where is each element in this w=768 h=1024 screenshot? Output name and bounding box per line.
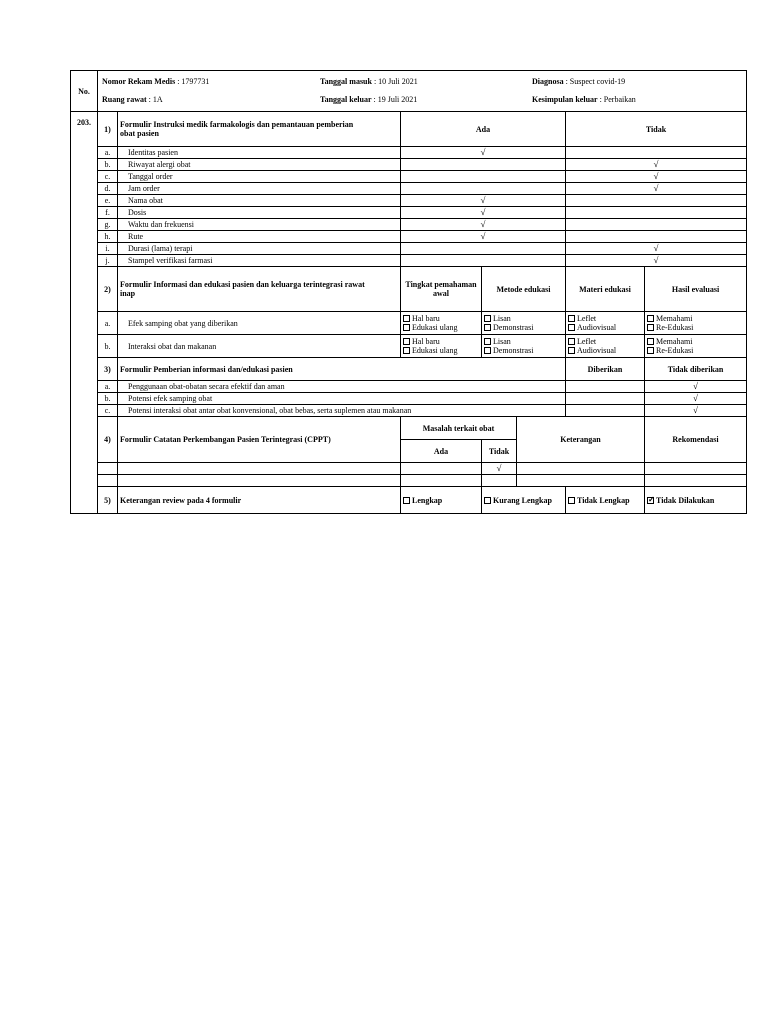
tingkat-options: Hal baru Edukasi ulang [401, 335, 482, 358]
tingkat-options: Hal baru Edukasi ulang [401, 312, 482, 335]
checkbox[interactable] [403, 324, 410, 331]
s3-row-c: c. Potensi interaksi obat antar obat konvensional, obat bebas, serta suplemen atau makanan √ [71, 405, 747, 417]
s1-ada-cell: √ [401, 195, 566, 207]
s1-row-j: j. Stampel verifikasi farmasi √ [71, 255, 747, 267]
section5-row [71, 487, 747, 514]
col-tidak-diberikan: Tidak diberikan [645, 358, 747, 381]
hasil-options: Memahami Re-Edukasi [645, 312, 747, 335]
checkbox[interactable] [647, 347, 654, 354]
checked-checkbox[interactable] [647, 497, 654, 504]
checkbox[interactable] [403, 347, 410, 354]
opt-tidak-dilakukan[interactable]: ✓ Tidak Dilakukan [645, 487, 747, 514]
checkbox[interactable] [484, 347, 491, 354]
s1-tidak-cell [566, 195, 747, 207]
metode-options: Lisan Demonstrasi [482, 335, 566, 358]
checkbox[interactable] [484, 315, 491, 322]
s3-row-b: b. Potensi efek samping obat √ [71, 393, 747, 405]
s1-tidak-cell: √ [566, 159, 747, 171]
s1-tidak-cell [566, 147, 747, 159]
col-masalah: Masalah terkait obat [401, 417, 517, 440]
s4-row-2 [71, 475, 747, 487]
s3-row-a: a. Penggunaan obat-obatan secara efektif dan aman √ [71, 381, 747, 393]
section3-header [71, 358, 747, 381]
checkbox[interactable] [484, 497, 491, 504]
s1-row-g: g. Waktu dan frekuensi √ [71, 219, 747, 231]
s1-ada-cell [401, 255, 566, 267]
checkbox[interactable] [403, 497, 410, 504]
s1-tidak-cell [566, 231, 747, 243]
s1-row-e: e. Nama obat √ [71, 195, 747, 207]
section3-title: Formulir Pemberian informasi dan/edukasi pasien [118, 358, 566, 381]
s1-ada-cell [401, 159, 566, 171]
s1-ada-cell: √ [401, 219, 566, 231]
checkbox[interactable] [647, 315, 654, 322]
opt-lengkap[interactable]: Lengkap [401, 487, 482, 514]
nrm-value: : 1797731 [175, 77, 210, 86]
s1-tidak-cell: √ [566, 243, 747, 255]
s1-row-d: d. Jam order √ [71, 183, 747, 195]
opt-tidak-lengkap[interactable]: Tidak Lengkap [566, 487, 645, 514]
materi-options: Leflet Audiovisual [566, 335, 645, 358]
checkbox[interactable] [647, 338, 654, 345]
s1-row-c: c. Tanggal order √ [71, 171, 747, 183]
diagnosa-label: Diagnosa [532, 77, 564, 86]
s1-ada-cell: √ [401, 231, 566, 243]
s1-row-i: i. Durasi (lama) terapi √ [71, 243, 747, 255]
s1-ada-cell: √ [401, 147, 566, 159]
metode-options: Lisan Demonstrasi [482, 312, 566, 335]
col-hasil: Hasil evaluasi [645, 267, 747, 312]
checkbox[interactable] [647, 324, 654, 331]
kesimpulan-value: : Perbaikan [597, 95, 636, 104]
s1-row-b: b. Riwayat alergi obat √ [71, 159, 747, 171]
section4-header [71, 417, 747, 440]
checkbox[interactable] [568, 315, 575, 322]
s2-row-a: a. Efek samping obat yang diberikan Hal baru Edukasi ulang Lisan Demonstrasi Leflet Audiovisual Memahami Re-Edukasi [71, 312, 747, 335]
tgl-masuk-value: : 10 Juli 2021 [371, 77, 418, 86]
section3-num: 3) [98, 358, 118, 381]
tgl-masuk-label: Tanggal masuk [320, 77, 372, 86]
checkbox[interactable] [568, 497, 575, 504]
ruang-value: : 1A [146, 95, 163, 104]
s1-row-f: f. Dosis √ [71, 207, 747, 219]
section1-title: Formulir Instruksi medik farmakologis dan pemantauan pemberian obat pasien [118, 112, 401, 147]
checkbox[interactable] [403, 315, 410, 322]
s1-row-a: a. Identitas pasien √ [71, 147, 747, 159]
s1-tidak-cell: √ [566, 183, 747, 195]
diagnosa-value: : Suspect covid-19 [563, 77, 626, 86]
s4-tidak-cell: √ [482, 463, 517, 475]
s2-row-b: b. Interaksi obat dan makanan Hal baru Edukasi ulang Lisan Demonstrasi Leflet Audiovisual Memahami Re-Edukasi [71, 335, 747, 358]
col-tidak: Tidak [482, 440, 517, 463]
col-metode: Metode edukasi [482, 267, 566, 312]
section5-title: Keterangan review pada 4 formulir [118, 487, 401, 514]
checkbox[interactable] [484, 338, 491, 345]
tgl-keluar-value: : 19 Juli 2021 [371, 95, 418, 104]
checkbox[interactable] [568, 324, 575, 331]
header-row [71, 71, 747, 112]
form-table [70, 70, 747, 514]
s1-ada-cell [401, 183, 566, 195]
col-keterangan: Keterangan [517, 417, 645, 463]
section4-num: 4) [98, 417, 118, 463]
s1-tidak-cell: √ [566, 171, 747, 183]
record-no: 203. [71, 112, 98, 514]
s1-tidak-cell: √ [566, 255, 747, 267]
col-rekomendasi: Rekomendasi [645, 417, 747, 463]
kesimpulan-label: Kesimpulan keluar [532, 95, 598, 104]
section2-header [71, 267, 747, 312]
opt-kurang-lengkap[interactable]: Kurang Lengkap [482, 487, 566, 514]
materi-options: Leflet Audiovisual [566, 312, 645, 335]
hasil-options: Memahami Re-Edukasi [645, 335, 747, 358]
s1-tidak-cell [566, 219, 747, 231]
section1-col-ada: Ada [401, 112, 566, 147]
section1-col-tidak: Tidak [566, 112, 747, 147]
col-tingkat: Tingkat pemahaman awal [401, 267, 482, 312]
section1-num: 1) [98, 112, 118, 147]
s1-ada-cell: √ [401, 207, 566, 219]
s1-ada-cell [401, 243, 566, 255]
checkbox[interactable] [568, 338, 575, 345]
checkbox[interactable] [403, 338, 410, 345]
tgl-keluar-label: Tanggal keluar [320, 95, 372, 104]
s4-row-1 [71, 463, 747, 475]
col-diberikan: Diberikan [566, 358, 645, 381]
review-form [70, 70, 746, 514]
section2-num: 2) [98, 267, 118, 312]
s1-ada-cell [401, 171, 566, 183]
ruang-label: Ruang rawat [102, 95, 147, 104]
nrm-label: Nomor Rekam Medis [102, 77, 176, 86]
section2-title: Formulir Informasi dan edukasi pasien dan keluarga terintegrasi rawat inap [118, 267, 401, 312]
checkbox[interactable] [568, 347, 575, 354]
s1-tidak-cell [566, 207, 747, 219]
patient-info [98, 71, 747, 112]
checkbox[interactable] [484, 324, 491, 331]
col-ada: Ada [401, 440, 482, 463]
section1-header [71, 112, 747, 147]
col-materi: Materi edukasi [566, 267, 645, 312]
no-header: No. [71, 71, 98, 112]
s1-row-h: h. Rute √ [71, 231, 747, 243]
section4-title: Formulir Catatan Perkembangan Pasien Terintegrasi (CPPT) [118, 417, 401, 463]
section5-num: 5) [98, 487, 118, 514]
